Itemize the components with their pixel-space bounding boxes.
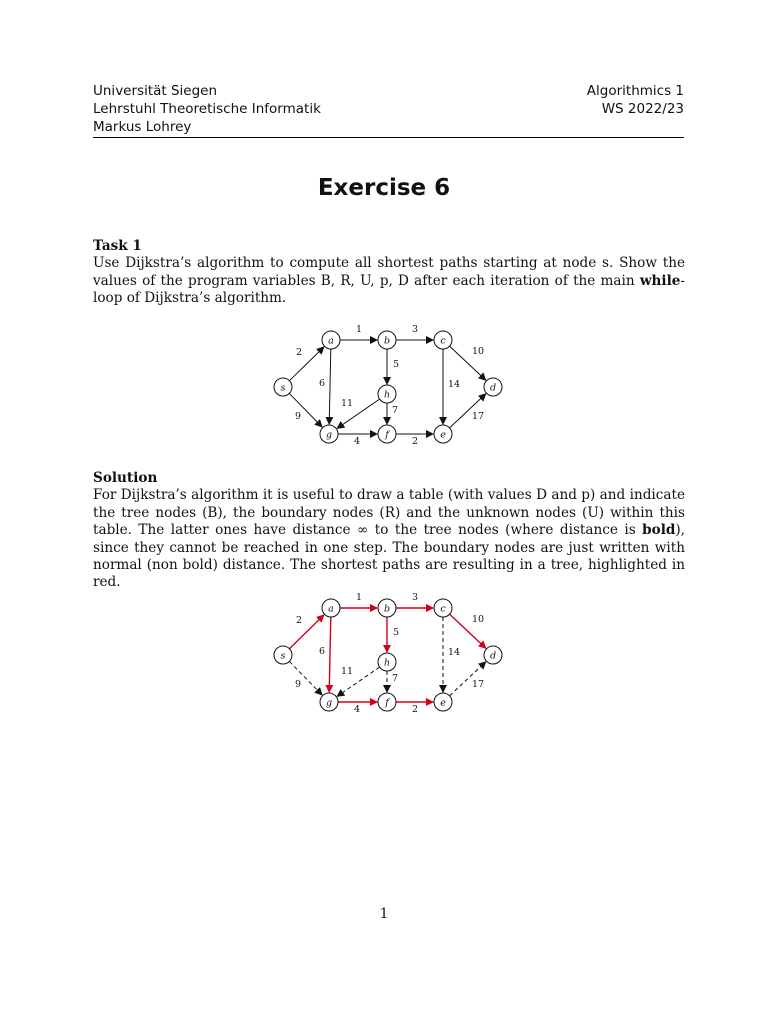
node-label-e: e (440, 429, 446, 441)
node-label-a: a (328, 335, 334, 347)
header-right (587, 82, 684, 118)
edge-weight-b-c: 3 (411, 592, 419, 603)
header-chair: Lehrstuhl Theoretische Informatik (93, 101, 321, 117)
header-rule (93, 137, 684, 138)
node-label-b: b (383, 335, 391, 347)
edge-weight-h-f: 7 (391, 673, 399, 684)
edge-weight-e-d: 17 (471, 679, 485, 690)
edge-weight-s-g: 9 (294, 679, 302, 690)
graph2-nodes (274, 599, 502, 711)
node-label-s: s (280, 650, 286, 662)
graph1-nodes (274, 331, 502, 443)
edge-weight-g-f: 4 (353, 704, 361, 715)
edge-weight-b-h: 5 (392, 359, 400, 370)
edge-weight-b-h: 5 (392, 627, 400, 638)
task-text-b: -loop of Dijkstra’s algorithm. (93, 272, 685, 307)
solution-heading: Solution (93, 470, 158, 486)
node-label-s: s (280, 382, 286, 394)
edge-s-a (289, 615, 323, 649)
node-label-h: h (383, 389, 391, 401)
node-label-d: d (489, 382, 497, 394)
node-label-g: g (325, 697, 333, 709)
edge-weight-c-d: 10 (471, 614, 485, 625)
header-semester: WS 2022/23 (601, 101, 684, 117)
solution-text-b: ), since they cannot be reached in one step. The boundary nodes are just written with normal (non bold) distance. The shortest paths are resulting in a tree, highlighted in red. (93, 522, 685, 591)
edge-weight-b-c: 3 (411, 324, 419, 335)
task-text-a: Use Dijkstra’s algorithm to compute all shortest paths starting at node s. Show the values of the program variables B, R, U, p, D after each iteration of the main (93, 255, 685, 289)
page-number: 1 (379, 906, 389, 922)
node-label-e: e (440, 697, 446, 709)
task-graph (0, 320, 768, 450)
task-text-bold: while (639, 272, 681, 289)
edge-a-g (329, 617, 331, 692)
edge-weight-f-e: 2 (411, 436, 419, 447)
edge-weight-h-f: 7 (391, 405, 399, 416)
solution-text (93, 487, 685, 591)
edge-weight-f-e: 2 (411, 704, 419, 715)
node-label-f: f (385, 429, 389, 441)
page-title: Exercise 6 (317, 175, 451, 201)
solution-graph (0, 588, 768, 718)
task-heading: Task 1 (93, 238, 142, 254)
node-label-h: h (383, 657, 391, 669)
node-label-d: d (489, 650, 497, 662)
edge-weight-c-e: 14 (447, 647, 461, 658)
solution-text-a: For Dijkstra’s algorithm it is useful to draw a table (with values D and p) and indicate the tree nodes (B), the boundary nodes (R) and the unknown nodes (U) within this table. The latter ones have distance ∞ to the tree nodes (where distance is (93, 487, 685, 539)
edge-weight-s-a: 2 (295, 615, 303, 626)
header-left (93, 82, 321, 136)
edge-weight-h-g: 11 (340, 666, 354, 677)
header-course: Algorithmics 1 (586, 83, 684, 99)
edge-weight-g-f: 4 (353, 436, 361, 447)
task-text (93, 255, 685, 307)
edge-weight-a-g: 6 (318, 646, 326, 657)
solution-section (93, 470, 685, 592)
node-label-c: c (440, 335, 446, 347)
node-label-c: c (440, 603, 446, 615)
edge-weight-s-a: 2 (295, 347, 303, 358)
edge-weight-s-g: 9 (294, 411, 302, 422)
edge-weight-c-e: 14 (447, 379, 461, 390)
header-author: Markus Lohrey (93, 119, 192, 135)
edge-s-a (289, 347, 323, 381)
node-label-b: b (383, 603, 391, 615)
edge-a-g (329, 349, 331, 424)
node-label-a: a (328, 603, 334, 615)
edge-weight-a-g: 6 (318, 378, 326, 389)
node-label-f: f (385, 697, 389, 709)
edge-weight-e-d: 17 (471, 411, 485, 422)
task-section (93, 238, 685, 308)
edge-weight-a-b: 1 (355, 324, 363, 335)
edge-weight-a-b: 1 (355, 592, 363, 603)
solution-text-bold: bold (642, 522, 676, 539)
node-label-g: g (325, 429, 333, 441)
edge-weight-h-g: 11 (340, 398, 354, 409)
edge-weight-c-d: 10 (471, 346, 485, 357)
header-university: Universität Siegen (93, 83, 218, 99)
